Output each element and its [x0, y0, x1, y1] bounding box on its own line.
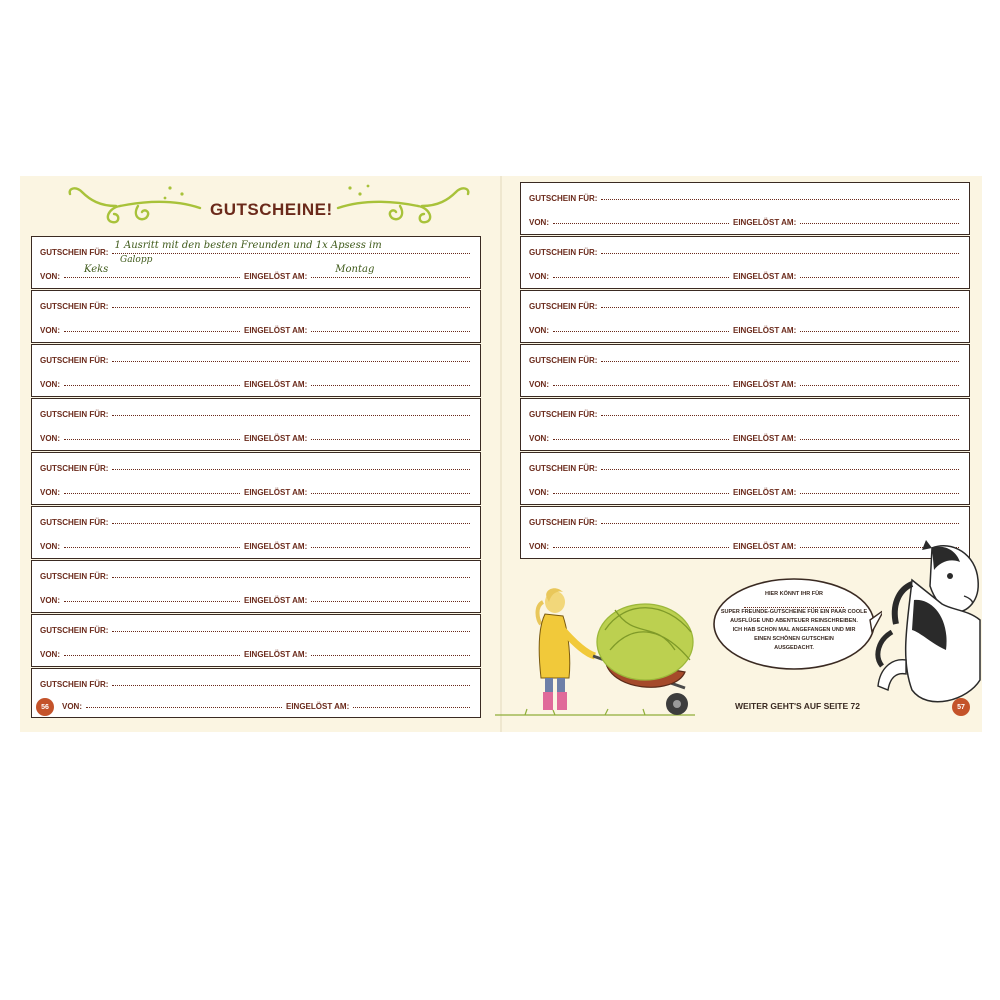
from-label: VON:	[40, 272, 60, 281]
voucher-box-8	[31, 614, 481, 667]
redeemed-line[interactable]	[800, 277, 959, 278]
voucher-from-row	[529, 429, 963, 443]
for-line[interactable]	[112, 307, 470, 308]
for-line[interactable]	[601, 469, 959, 470]
redeemed-label: EINGELÖST AM:	[244, 380, 308, 389]
for-line[interactable]	[112, 415, 470, 416]
voucher-for-row	[529, 189, 963, 203]
redeemed-line[interactable]	[800, 493, 959, 494]
voucher-box-5	[31, 452, 481, 505]
handwritten-for-text-line2: Galopp	[120, 255, 153, 265]
from-line[interactable]	[553, 385, 729, 386]
from-label: VON:	[529, 434, 549, 443]
redeemed-line[interactable]	[800, 439, 959, 440]
for-label: GUTSCHEIN FÜR:	[529, 518, 598, 527]
handwritten-from-text: Keks	[84, 264, 109, 275]
redeemed-line[interactable]	[311, 385, 470, 386]
from-line[interactable]	[553, 439, 729, 440]
redeemed-label: EINGELÖST AM:	[244, 434, 308, 443]
from-line[interactable]	[64, 385, 240, 386]
for-line[interactable]	[112, 631, 470, 632]
speech-bubble-text	[714, 590, 874, 653]
from-label: VON:	[62, 702, 82, 711]
for-line[interactable]	[601, 361, 959, 362]
redeemed-label: EINGELÖST AM:	[733, 326, 797, 335]
from-line[interactable]	[64, 655, 240, 656]
for-line[interactable]	[112, 685, 470, 686]
for-line[interactable]	[112, 577, 470, 578]
redeemed-line[interactable]	[353, 707, 470, 708]
voucher-from-row	[62, 697, 474, 711]
redeemed-line[interactable]	[311, 547, 470, 548]
voucher-for-row	[529, 351, 963, 365]
voucher-from-row	[40, 375, 474, 389]
from-line[interactable]	[553, 223, 729, 224]
from-label: VON:	[40, 542, 60, 551]
bubble-line-6: AUSGEDACHT.	[774, 645, 814, 651]
from-line[interactable]	[64, 264, 240, 278]
grass-icon	[495, 709, 695, 715]
speech-bubble	[712, 576, 882, 676]
from-line[interactable]	[553, 547, 729, 548]
from-line[interactable]	[64, 547, 240, 548]
redeemed-label: EINGELÖST AM:	[244, 272, 308, 281]
redeemed-label: EINGELÖST AM:	[244, 488, 308, 497]
for-label: GUTSCHEIN FÜR:	[40, 464, 109, 473]
bubble-line-1: HIER KÖNNT IHR FÜR	[764, 591, 824, 597]
voucher-box-right-6	[520, 452, 970, 505]
voucher-from-row	[529, 321, 963, 335]
from-label: VON:	[529, 488, 549, 497]
voucher-from-row	[529, 213, 963, 227]
voucher-from-row	[40, 429, 474, 443]
for-label: GUTSCHEIN FÜR:	[40, 410, 109, 419]
from-label: VON:	[529, 542, 549, 551]
girl-wheelbarrow-illustration	[495, 580, 700, 720]
from-label: VON:	[40, 650, 60, 659]
continue-text: WEITER GEHT'S AUF SEITE 72	[735, 701, 860, 711]
redeemed-label: EINGELÖST AM:	[733, 542, 797, 551]
from-line[interactable]	[64, 331, 240, 332]
for-label: GUTSCHEIN FÜR:	[40, 626, 109, 635]
bubble-line-3: AUSFLÜGE UND ABENTEUER REINSCHREIBEN.	[730, 618, 858, 624]
voucher-from-row	[529, 375, 963, 389]
voucher-from-row	[40, 264, 474, 281]
from-line[interactable]	[553, 493, 729, 494]
voucher-box-right-1	[520, 182, 970, 235]
redeemed-label: EINGELÖST AM:	[733, 218, 797, 227]
bubble-line-4: ICH HAB SCHON MAL ANGEFANGEN UND MIR	[732, 627, 856, 633]
redeemed-label: EINGELÖST AM:	[244, 596, 308, 605]
redeemed-label: EINGELÖST AM:	[286, 702, 350, 711]
for-label: GUTSCHEIN FÜR:	[529, 194, 598, 203]
voucher-box-right-3	[520, 290, 970, 343]
for-label: GUTSCHEIN FÜR:	[529, 302, 598, 311]
voucher-for-row	[40, 351, 474, 365]
redeemed-line[interactable]	[800, 385, 959, 386]
from-label: VON:	[40, 380, 60, 389]
voucher-from-row	[40, 645, 474, 659]
for-label: GUTSCHEIN FÜR:	[40, 680, 109, 689]
for-line[interactable]	[601, 307, 959, 308]
voucher-for-row	[40, 459, 474, 473]
voucher-box-6	[31, 506, 481, 559]
voucher-for-row	[40, 675, 474, 689]
voucher-for-row	[529, 297, 963, 311]
for-label: GUTSCHEIN FÜR:	[529, 356, 598, 365]
redeemed-line[interactable]	[311, 493, 470, 494]
redeemed-label: EINGELÖST AM:	[733, 488, 797, 497]
voucher-for-row	[40, 240, 474, 257]
voucher-box-1	[31, 236, 481, 289]
redeemed-line[interactable]	[311, 439, 470, 440]
bubble-line-2: SUPER FREUNDE-GUTSCHEINE FÜR EIN PAAR COOLE	[720, 609, 868, 615]
for-label: GUTSCHEIN FÜR:	[529, 410, 598, 419]
redeemed-label: EINGELÖST AM:	[244, 326, 308, 335]
from-label: VON:	[529, 272, 549, 281]
voucher-box-7	[31, 560, 481, 613]
from-label: VON:	[529, 218, 549, 227]
for-label: GUTSCHEIN FÜR:	[40, 518, 109, 527]
page-number-left: 56	[36, 698, 54, 716]
voucher-for-row	[529, 243, 963, 257]
voucher-from-row	[40, 483, 474, 497]
voucher-box-3	[31, 344, 481, 397]
redeemed-label: EINGELÖST AM:	[733, 434, 797, 443]
voucher-for-row	[40, 297, 474, 311]
voucher-box-2	[31, 290, 481, 343]
redeemed-label: EINGELÖST AM:	[733, 380, 797, 389]
voucher-box-4	[31, 398, 481, 451]
redeemed-label: EINGELÖST AM:	[244, 650, 308, 659]
voucher-for-row	[529, 405, 963, 419]
for-line[interactable]	[601, 199, 959, 200]
bubble-blank-line	[744, 599, 844, 608]
for-line[interactable]	[112, 240, 470, 254]
voucher-for-row	[40, 567, 474, 581]
for-line[interactable]	[112, 361, 470, 362]
from-line[interactable]	[64, 601, 240, 602]
from-line[interactable]	[86, 707, 282, 708]
from-label: VON:	[40, 434, 60, 443]
for-label: GUTSCHEIN FÜR:	[529, 248, 598, 257]
voucher-for-row	[40, 405, 474, 419]
voucher-from-row	[529, 483, 963, 497]
from-label: VON:	[529, 380, 549, 389]
for-line[interactable]	[112, 523, 470, 524]
for-label: GUTSCHEIN FÜR:	[40, 572, 109, 581]
voucher-box-right-2	[520, 236, 970, 289]
for-label: GUTSCHEIN FÜR:	[40, 356, 109, 365]
voucher-from-row	[529, 267, 963, 281]
for-line[interactable]	[112, 469, 470, 470]
voucher-from-row	[40, 321, 474, 335]
for-line[interactable]	[601, 253, 959, 254]
from-label: VON:	[40, 488, 60, 497]
for-label: GUTSCHEIN FÜR:	[40, 302, 109, 311]
page-title: GUTSCHEINE!	[210, 200, 333, 219]
for-line[interactable]	[601, 415, 959, 416]
hay-pile-icon	[597, 604, 693, 680]
voucher-from-row	[40, 591, 474, 605]
handwritten-for-text: 1 Ausritt mit den besten Freunden und 1x Apsess im	[114, 240, 382, 251]
voucher-for-row	[40, 621, 474, 635]
voucher-for-row	[529, 459, 963, 473]
bubble-line-5: EINEN SCHÖNEN GUTSCHEIN	[754, 636, 834, 642]
from-label: VON:	[40, 596, 60, 605]
voucher-box-9	[31, 668, 481, 718]
voucher-from-row	[40, 537, 474, 551]
redeemed-line[interactable]	[311, 331, 470, 332]
from-line[interactable]	[553, 331, 729, 332]
for-label: GUTSCHEIN FÜR:	[40, 248, 109, 257]
from-line[interactable]	[64, 493, 240, 494]
redeemed-line[interactable]	[800, 223, 959, 224]
from-line[interactable]	[553, 277, 729, 278]
handwritten-redeemed-text: Montag	[335, 264, 375, 275]
redeemed-line[interactable]	[311, 655, 470, 656]
voucher-for-row	[40, 513, 474, 527]
from-label: VON:	[529, 326, 549, 335]
girl-icon	[538, 588, 596, 710]
voucher-for-row	[529, 513, 963, 527]
redeemed-line[interactable]	[800, 331, 959, 332]
voucher-box-right-5	[520, 398, 970, 451]
for-label: GUTSCHEIN FÜR:	[529, 464, 598, 473]
from-label: VON:	[40, 326, 60, 335]
page-number-right: 57	[952, 698, 970, 716]
from-line[interactable]	[64, 439, 240, 440]
redeemed-line[interactable]	[311, 264, 470, 278]
redeemed-label: EINGELÖST AM:	[733, 272, 797, 281]
title-banner	[20, 176, 500, 238]
voucher-box-right-4	[520, 344, 970, 397]
redeemed-line[interactable]	[311, 601, 470, 602]
horse-icon	[878, 540, 980, 702]
for-line[interactable]	[601, 523, 959, 524]
redeemed-label: EINGELÖST AM:	[244, 542, 308, 551]
